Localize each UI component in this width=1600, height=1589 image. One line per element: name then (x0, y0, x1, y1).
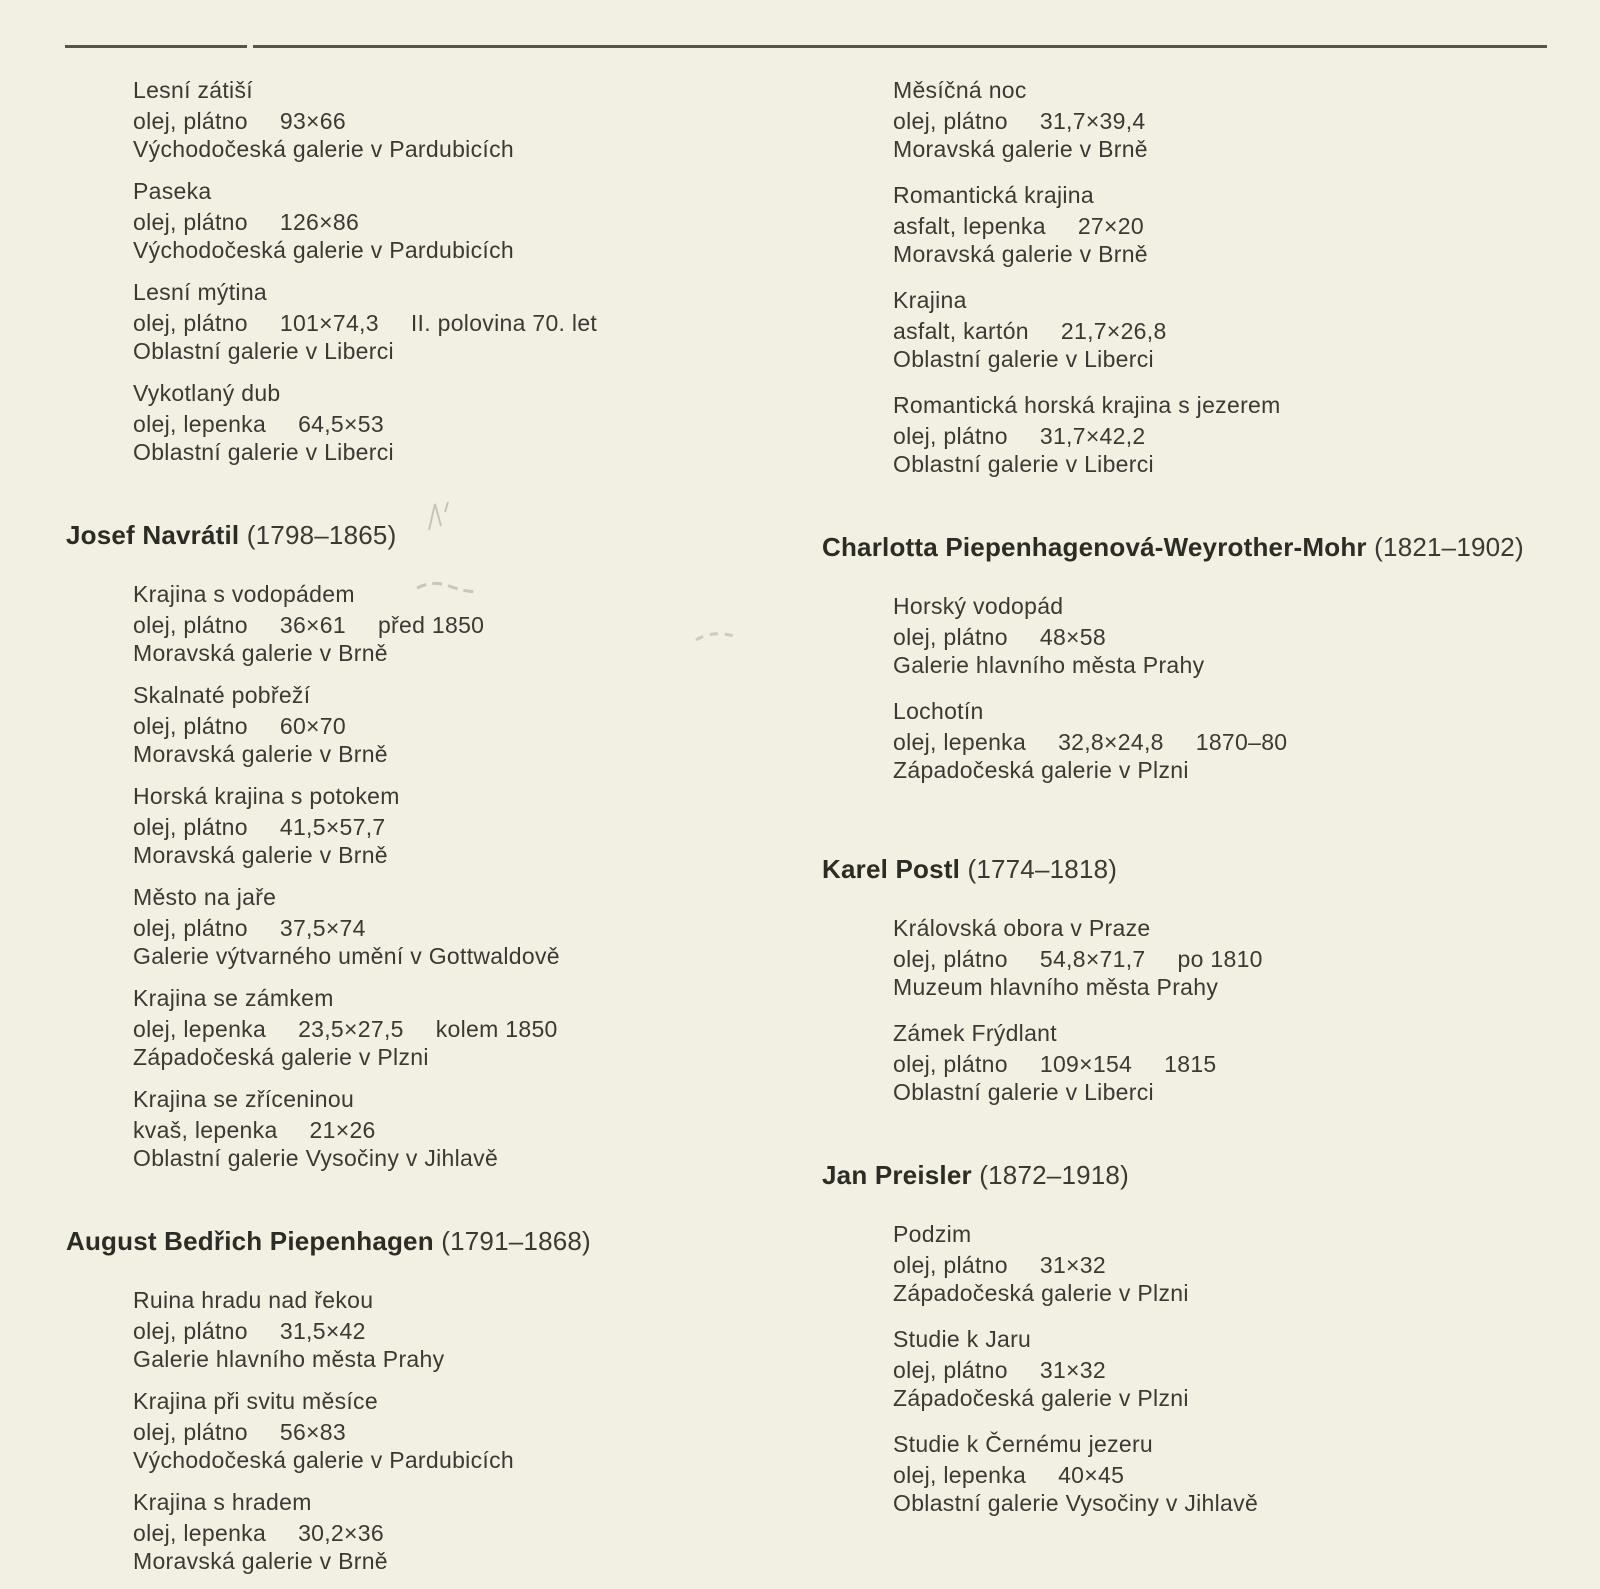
catalog-entry (893, 914, 1593, 1001)
artwork-title: Krajina s hradem (133, 1489, 312, 1515)
artwork-gallery: Galerie hlavního města Prahy (893, 652, 1205, 678)
artwork-gallery: Východočeská galerie v Pardubicích (133, 1447, 514, 1473)
catalog-entry (133, 1488, 803, 1575)
artwork-title: Lochotín (893, 698, 984, 724)
artwork-size: 31×32 (1039, 1252, 1106, 1278)
artwork-title: Ruina hradu nad řekou (133, 1287, 374, 1313)
catalog-entry (133, 580, 803, 667)
artwork-gallery: Moravská galerie v Brně (133, 640, 388, 666)
artist-name: Jan Preisler (822, 1160, 972, 1190)
artwork-medium: olej, plátno (133, 209, 248, 235)
top-rule-segment-right (253, 45, 1547, 48)
catalog-entry (893, 391, 1593, 478)
artwork-medium: olej, plátno (133, 1419, 248, 1445)
catalog-entry (893, 1430, 1593, 1517)
artwork-medium: olej, plátno (133, 814, 248, 840)
artist-heading (66, 1224, 803, 1258)
artwork-detail (133, 813, 803, 841)
artwork-medium: olej, lepenka (133, 1520, 267, 1546)
artist-heading (822, 852, 1593, 886)
artwork-gallery: Moravská galerie v Brně (133, 842, 388, 868)
artwork-size: 21,7×26,8 (1060, 318, 1167, 344)
artwork-note: 1870–80 (1195, 729, 1288, 755)
catalog-entry (893, 592, 1593, 679)
artwork-medium: olej, lepenka (893, 1462, 1027, 1488)
artwork-size: 32,8×24,8 (1058, 729, 1164, 755)
artwork-title: Horská krajina s potokem (133, 783, 400, 809)
artwork-detail (133, 1519, 803, 1547)
artwork-detail (893, 317, 1593, 345)
artwork-size: 109×154 (1039, 1051, 1133, 1077)
artwork-detail (133, 914, 803, 942)
artwork-medium: olej, plátno (893, 1051, 1008, 1077)
artwork-size: 36×61 (279, 612, 346, 638)
artwork-detail (133, 208, 803, 236)
artwork-gallery: Západočeská galerie v Plzni (893, 1280, 1189, 1306)
artwork-title: Podzim (893, 1221, 972, 1247)
artwork-title: Zámek Frýdlant (893, 1020, 1057, 1046)
artwork-medium: olej, lepenka (893, 729, 1027, 755)
catalog-entry (133, 177, 803, 264)
artwork-gallery: Galerie výtvarného umění v Gottwaldově (133, 943, 560, 969)
artwork-size: 31,5×42 (279, 1318, 366, 1344)
artwork-detail (133, 309, 803, 337)
artwork-title: Studie k Černému jezeru (893, 1431, 1154, 1457)
left-column (66, 76, 803, 1589)
artist-heading (822, 530, 1593, 564)
catalog-entry (133, 883, 803, 970)
artist-name: Karel Postl (822, 854, 961, 884)
artist-dates: (1774–1818) (967, 854, 1118, 884)
artwork-title: Královská obora v Praze (893, 915, 1151, 941)
artwork-gallery: Oblastní galerie Vysočiny v Jihlavě (893, 1490, 1259, 1516)
artwork-medium: olej, plátno (893, 624, 1008, 650)
catalog-entry (133, 1286, 803, 1373)
artwork-size: 37,5×74 (279, 915, 366, 941)
artwork-detail (133, 1317, 803, 1345)
artwork-medium: olej, plátno (893, 1357, 1008, 1383)
artist-dates: (1821–1902) (1374, 532, 1524, 562)
artwork-medium: olej, plátno (893, 1252, 1008, 1278)
catalog-entry (133, 379, 803, 466)
artwork-medium: olej, plátno (893, 946, 1008, 972)
artwork-size: 101×74,3 (279, 310, 379, 336)
artwork-detail (133, 107, 803, 135)
artwork-title: Romantická horská krajina s jezerem (893, 392, 1281, 418)
catalog-entry (133, 1085, 803, 1172)
artwork-size: 56×83 (279, 1419, 346, 1445)
artwork-medium: olej, plátno (133, 713, 248, 739)
catalog-entry (133, 984, 803, 1071)
artist-heading (822, 1158, 1593, 1192)
artwork-note: před 1850 (377, 612, 485, 638)
artwork-gallery: Oblastní galerie v Liberci (893, 346, 1154, 372)
artwork-title: Romantická krajina (893, 182, 1094, 208)
artwork-size: 40×45 (1058, 1462, 1125, 1488)
artwork-title: Krajina (893, 287, 967, 313)
artwork-detail (133, 1015, 803, 1043)
artwork-size: 41,5×57,7 (279, 814, 386, 840)
artwork-gallery: Moravská galerie v Brně (893, 241, 1148, 267)
artwork-medium: olej, plátno (133, 915, 248, 941)
artwork-size: 64,5×53 (298, 411, 384, 437)
artwork-detail (893, 945, 1593, 973)
artwork-detail (893, 728, 1593, 756)
artwork-medium: asfalt, lepenka (893, 213, 1046, 239)
artwork-gallery: Oblastní galerie v Liberci (893, 1079, 1154, 1105)
artwork-gallery: Muzeum hlavního města Prahy (893, 974, 1219, 1000)
artwork-detail (893, 212, 1593, 240)
artwork-title: Krajina se zámkem (133, 985, 334, 1011)
artwork-detail (893, 422, 1593, 450)
artwork-gallery: Východočeská galerie v Pardubicích (133, 237, 514, 263)
artwork-size: 21×26 (309, 1117, 376, 1143)
artwork-gallery: Oblastní galerie v Liberci (133, 439, 394, 465)
artwork-note: II. polovina 70. let (410, 310, 598, 336)
artwork-title: Studie k Jaru (893, 1326, 1032, 1352)
artwork-title: Krajina při svitu měsíce (133, 1388, 378, 1414)
catalog-entry (133, 681, 803, 768)
artwork-size: 31,7×42,2 (1039, 423, 1146, 449)
artwork-size: 54,8×71,7 (1039, 946, 1146, 972)
artwork-title: Krajina se zříceninou (133, 1086, 355, 1112)
artwork-title: Lesní mýtina (133, 279, 267, 305)
artwork-size: 27×20 (1077, 213, 1144, 239)
artwork-medium: olej, plátno (133, 612, 248, 638)
right-column (822, 76, 1593, 1535)
artwork-gallery: Oblastní galerie v Liberci (133, 338, 394, 364)
artist-dates: (1872–1918) (979, 1160, 1129, 1190)
artwork-detail (133, 410, 803, 438)
catalog-entry (133, 278, 803, 365)
catalog-entry (893, 1220, 1593, 1307)
artwork-detail (893, 1251, 1593, 1279)
artwork-gallery: Moravská galerie v Brně (133, 1548, 388, 1574)
artwork-note: po 1810 (1177, 946, 1263, 972)
artwork-title: Měsíčná noc (893, 77, 1027, 103)
catalog-entry (133, 782, 803, 869)
artwork-size: 31×32 (1039, 1357, 1106, 1383)
artwork-medium: olej, plátno (133, 108, 248, 134)
top-rule-segment-left (65, 45, 247, 48)
artwork-gallery: Galerie hlavního města Prahy (133, 1346, 445, 1372)
artwork-gallery: Oblastní galerie v Liberci (893, 451, 1154, 477)
artwork-detail (133, 1418, 803, 1446)
artwork-detail (133, 712, 803, 740)
catalog-entry (893, 697, 1593, 784)
artwork-medium: olej, plátno (893, 108, 1008, 134)
catalog-entry (893, 1019, 1593, 1106)
artist-dates: (1791–1868) (441, 1226, 591, 1256)
artwork-medium: asfalt, kartón (893, 318, 1029, 344)
artwork-title: Vykotlaný dub (133, 380, 281, 406)
artwork-detail (133, 1116, 803, 1144)
artwork-title: Skalnaté pobřeží (133, 682, 311, 708)
catalog-entry (893, 76, 1593, 163)
artwork-note: kolem 1850 (435, 1016, 558, 1042)
catalog-entry (133, 76, 803, 163)
artist-name: Charlotta Piepenhagenová-Weyrother-Mohr (822, 532, 1367, 562)
artwork-detail (893, 1461, 1593, 1489)
artwork-gallery: Moravská galerie v Brně (893, 136, 1148, 162)
artwork-medium: olej, lepenka (133, 411, 267, 437)
artwork-gallery: Západočeská galerie v Plzni (133, 1044, 429, 1070)
catalog-entry (133, 1387, 803, 1474)
artwork-detail (893, 1050, 1593, 1078)
artwork-note: 1815 (1164, 1051, 1217, 1077)
artwork-medium: olej, plátno (133, 1318, 248, 1344)
catalog-entry (893, 286, 1593, 373)
artwork-detail (893, 107, 1593, 135)
artwork-title: Horský vodopád (893, 593, 1064, 619)
artist-name: Josef Navrátil (66, 520, 240, 550)
catalog-entry (893, 1325, 1593, 1412)
artwork-size: 31,7×39,4 (1039, 108, 1146, 134)
artwork-gallery: Moravská galerie v Brně (133, 741, 388, 767)
artist-name: August Bedřich Piepenhagen (66, 1226, 434, 1256)
artwork-size: 93×66 (279, 108, 346, 134)
artwork-detail (893, 1356, 1593, 1384)
catalog-entry (893, 181, 1593, 268)
artist-heading (66, 518, 803, 552)
artwork-size: 126×86 (279, 209, 360, 235)
artwork-gallery: Západočeská galerie v Plzni (893, 757, 1189, 783)
artwork-gallery: Oblastní galerie Vysočiny v Jihlavě (133, 1145, 499, 1171)
artist-dates: (1798–1865) (246, 520, 397, 550)
artwork-size: 30,2×36 (298, 1520, 384, 1546)
artwork-medium: olej, lepenka (133, 1016, 267, 1042)
artwork-title: Lesní zátiší (133, 77, 253, 103)
artwork-title: Krajina s vodopádem (133, 581, 355, 607)
artwork-medium: olej, plátno (893, 423, 1008, 449)
artwork-size: 60×70 (279, 713, 346, 739)
artwork-gallery: Východočeská galerie v Pardubicích (133, 136, 514, 162)
artwork-detail (893, 623, 1593, 651)
artwork-gallery: Západočeská galerie v Plzni (893, 1385, 1189, 1411)
artwork-size: 23,5×27,5 (298, 1016, 404, 1042)
artwork-title: Paseka (133, 178, 212, 204)
artwork-medium: olej, plátno (133, 310, 248, 336)
artwork-detail (133, 611, 803, 639)
artwork-size: 48×58 (1039, 624, 1106, 650)
artwork-title: Město na jaře (133, 884, 277, 910)
artwork-medium: kvaš, lepenka (133, 1117, 278, 1143)
